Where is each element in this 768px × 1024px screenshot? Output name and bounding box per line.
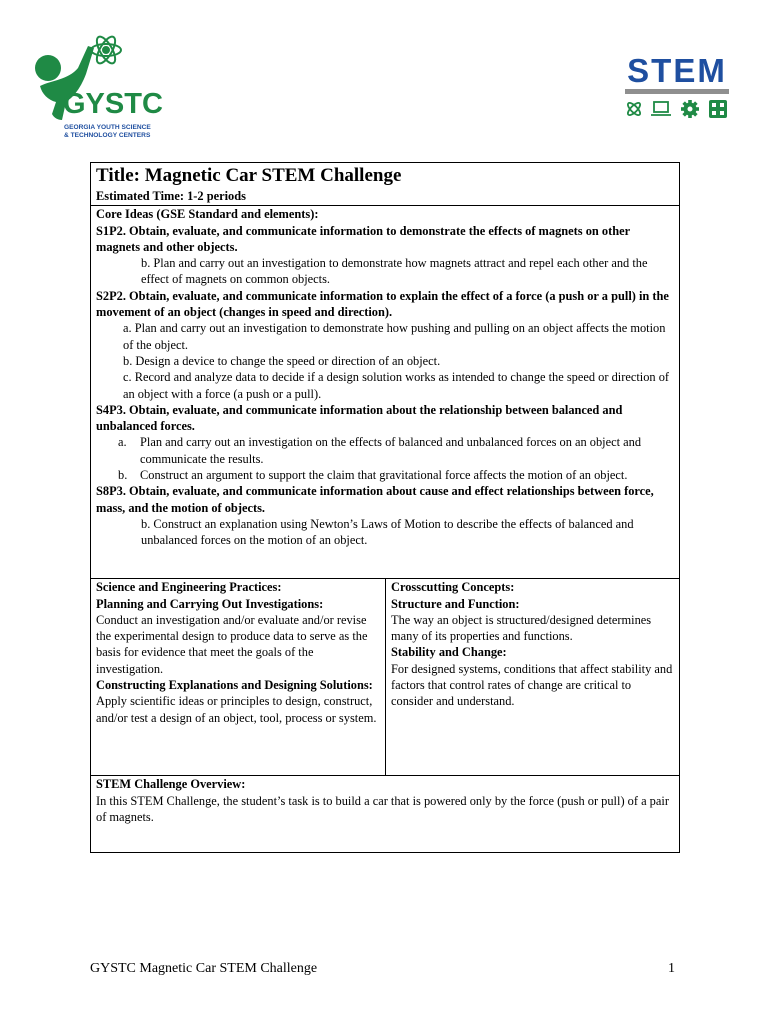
title-row	[91, 163, 680, 206]
practice-constructing-heading: Constructing Explanations and Designing Solutions:	[96, 678, 373, 693]
concept-stability-text: For designed systems, conditions that affect stability and factors that control rates of change are critical to consider and understand.	[391, 661, 673, 709]
s4p3-element-b	[96, 467, 674, 483]
s2p2-element-b: b. Design a device to change the speed or direction of an object.	[123, 353, 441, 368]
lesson-table	[90, 162, 680, 853]
stem-wordmark: STEM	[627, 52, 727, 89]
overview-row	[91, 776, 680, 853]
concepts-heading: Crosscutting Concepts:	[391, 580, 515, 595]
standard-s1p2: S1P2. Obtain, evaluate, and communicate information to demonstrate the effects of magnets on other magnets and other objects.	[96, 223, 630, 254]
gystc-logo	[32, 28, 172, 148]
concepts-cell	[386, 579, 680, 776]
laptop-icon	[651, 102, 671, 115]
s2p2-element-a: a. Plan and carry out an investigation to demonstrate how pushing and pulling on an object affects the motion of the object.	[123, 321, 666, 352]
practices-cell	[91, 579, 386, 776]
s4p3-element-b-text: Construct an argument to support the claim that gravitational force affects the motion of an object.	[140, 468, 628, 483]
practice-planning-text: Conduct an investigation and/or evaluate and/or revise the experimental design to produce data to serve as the basis for evidence that meet the goals of the investigation.	[96, 612, 368, 676]
standard-s4p3: S4P3. Obtain, evaluate, and communicate information about the relationship between balanced and unbalanced forces.	[96, 402, 623, 434]
calculator-icon	[709, 100, 727, 118]
page-number: 1	[668, 961, 675, 976]
atom-icon	[626, 101, 642, 117]
practices-concepts-row	[91, 579, 680, 776]
practices-heading: Science and Engineering Practices:	[96, 580, 282, 595]
s8p3-element-b: b. Construct an explanation using Newton’s Laws of Motion to describe the effects of balanced and unbalanced forces on the motion of an object.	[141, 516, 634, 548]
s4p3-element-b-label: b.	[118, 468, 128, 483]
footer-title: GYSTC Magnetic Car STEM Challenge	[90, 961, 318, 976]
core-ideas-row	[91, 206, 680, 579]
gear-icon	[681, 100, 699, 118]
practice-planning-heading: Planning and Carrying Out Investigations:	[96, 596, 324, 611]
stem-icons-row	[624, 98, 732, 120]
gystc-subtitle-line2: & TECHNOLOGY CENTERS	[64, 132, 151, 139]
estimated-time: Estimated Time: 1-2 periods	[96, 189, 246, 203]
practice-constructing-text: Apply scientific ideas or principles to design, construct, and/or test a design of an object, tool, process or system.	[96, 694, 377, 725]
gystc-subtitle	[64, 124, 151, 140]
stem-logo	[624, 54, 732, 124]
concept-structure-heading: Structure and Function:	[391, 596, 520, 611]
standard-s8p3: S8P3. Obtain, evaluate, and communicate information about cause and effect relationships between force, mass, and the motion of objects.	[96, 484, 654, 515]
s4p3-element-a	[96, 434, 674, 467]
s1p2-element-b: b. Plan and carry out an investigation to demonstrate how magnets attract and repel each other and the effect of magnets on common objects.	[141, 256, 648, 287]
core-ideas-heading: Core Ideas (GSE Standard and elements):	[96, 207, 319, 222]
concept-stability-heading: Stability and Change:	[391, 645, 507, 660]
s2p2-element-c: c. Record and analyze data to decide if a design solution works as intended to change the speed or direction of an object with a force (a push or a pull).	[123, 370, 670, 401]
lesson-title: Title: Magnetic Car STEM Challenge	[96, 165, 402, 186]
stem-divider	[625, 89, 729, 94]
overview-heading: STEM Challenge Overview:	[96, 777, 246, 792]
overview-text: In this STEM Challenge, the student’s task is to build a car that is powered only by the force (push or pull) of a pair of magnets.	[96, 793, 669, 824]
standard-s2p2: S2P2. Obtain, evaluate, and communicate information to explain the effect of a force (a push or a pull) in the movement of an object (changes in speed and direction).	[96, 288, 669, 320]
s4p3-element-a-label: a.	[118, 435, 127, 450]
gystc-wordmark: GYSTC	[63, 88, 163, 120]
concept-structure-text: The way an object is structured/designed determines many of its properties and functions.	[391, 612, 652, 644]
gystc-subtitle-line1: GEORGIA YOUTH SCIENCE	[64, 124, 151, 131]
s4p3-element-a-text: Plan and carry out an investigation on the effects of balanced and unbalanced forces on an object and communicate the results.	[140, 435, 642, 466]
